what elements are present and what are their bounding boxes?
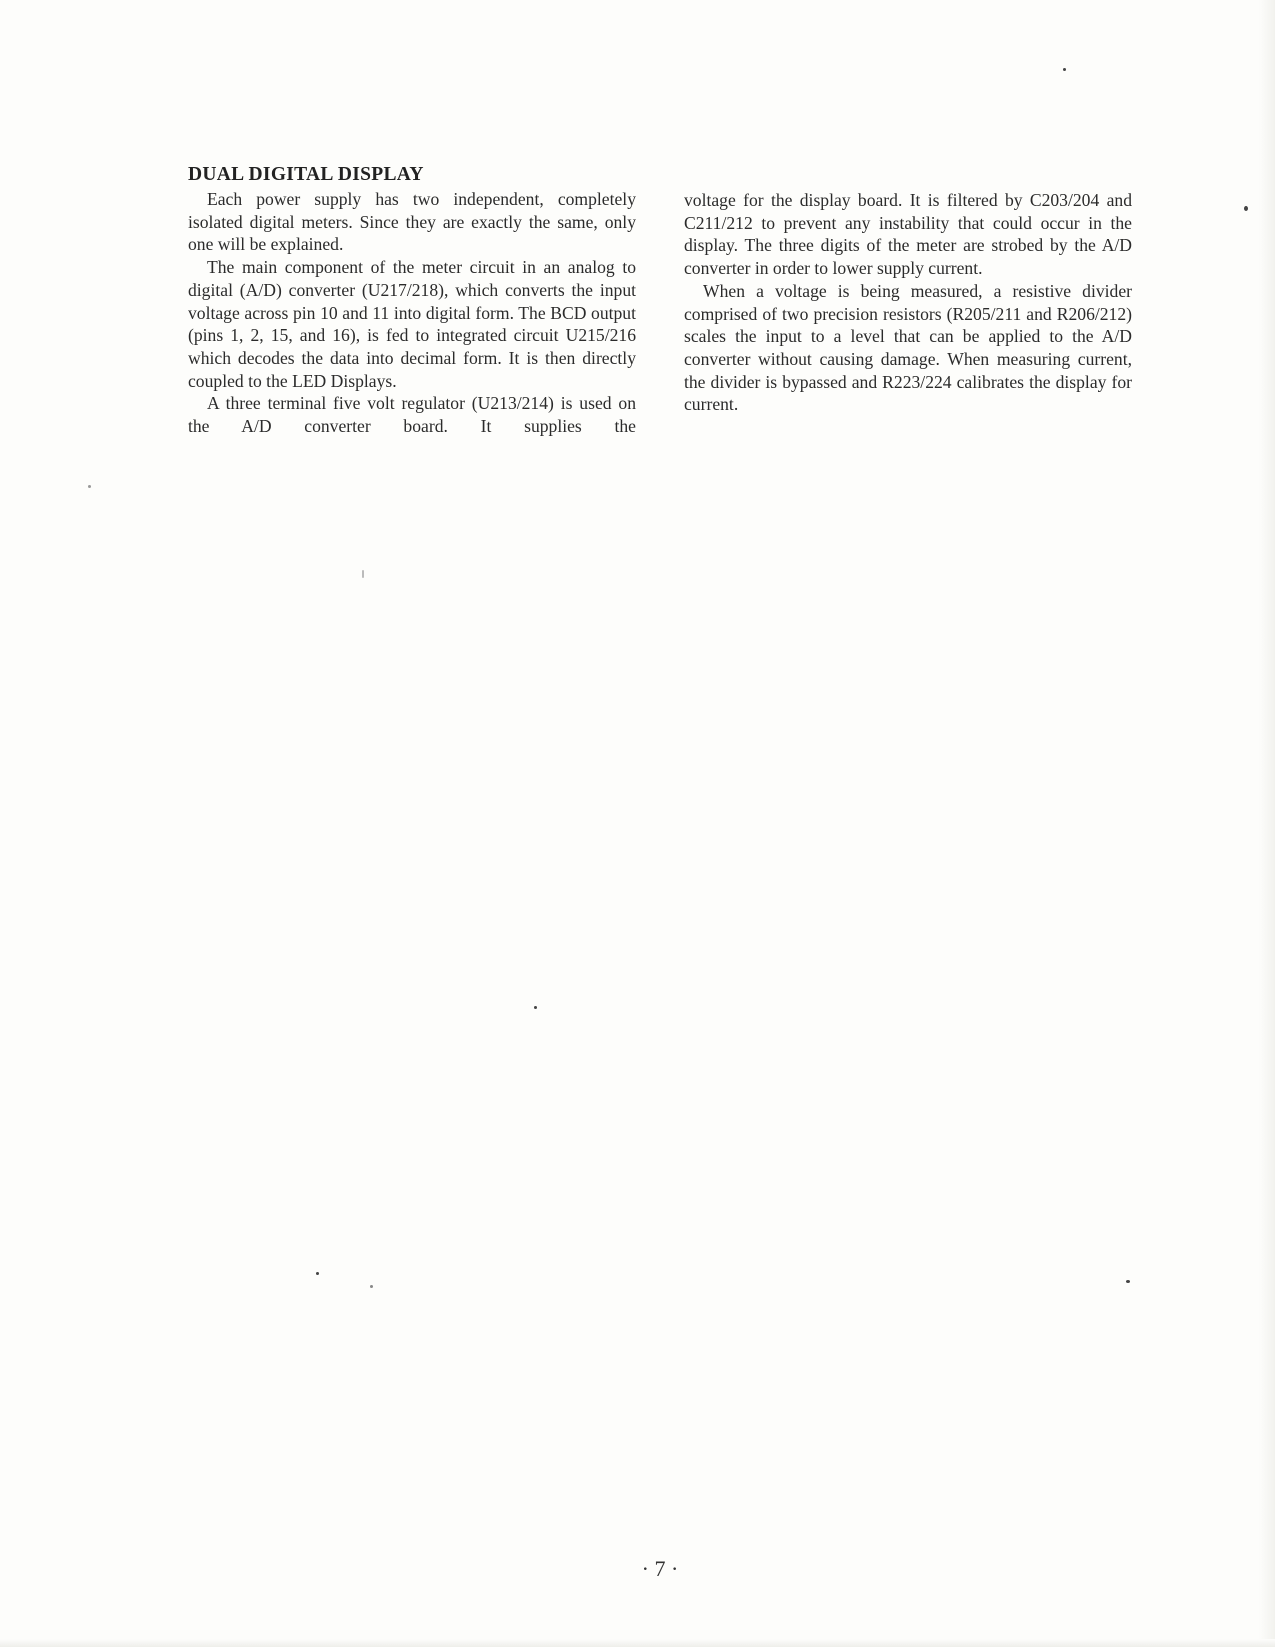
paragraph-regulator-continued: voltage for the display board. It is filtered by C203/​204 and C211/212 to prevent any instability that could occur in the display. The three digits of the meter are strobed by the A/D converter in order to lower supply current.: [684, 190, 1132, 279]
scan-speck: [1244, 206, 1248, 211]
page-edge: [1259, 0, 1275, 1647]
scan-speck: [362, 570, 364, 578]
right-column: [684, 189, 1132, 416]
paragraph-ad-converter: The main component of the meter circuit in an analog to digital (A/D) converter (U217/218), which converts the input voltage across pin 10 and 11 into digital form. The BCD output (pins 1, 2, 15, and 16), is fed to integrated circuit U215/216 which decodes the data into decimal form. It is then directly coupled to the LED Displays.: [188, 257, 636, 391]
page-edge-bottom: [0, 1639, 1275, 1647]
section-heading: DUAL DIGITAL DISPLAY: [188, 164, 424, 185]
scan-speck: [316, 1272, 319, 1275]
scan-speck: [1126, 1280, 1130, 1283]
scan-speck: [88, 485, 91, 488]
paragraph-meters-intro: Each power supply has two independent, completely isolated digital meters. Since they are exactly the same, only one will be explained.: [188, 189, 636, 255]
left-column: [188, 162, 636, 438]
paragraph-voltage-measurement: When a voltage is being measured, a resistive divider comprised of two precision resistors (R205/​211 and R206/212) scales the input to a level that can be applied to the A/D converter without causing damage. When measuring current, the divider is bypassed and R223/224 calibrates the display for current.: [684, 280, 1132, 415]
scan-speck: [534, 1006, 537, 1009]
scan-speck: [370, 1285, 373, 1288]
paragraph-regulator: A three terminal five volt regulator (U213/214) is used on the A/D converter board. It supplies the: [188, 393, 636, 437]
scan-speck: [1063, 68, 1066, 71]
page-number: · 7 ·: [641, 1556, 679, 1581]
